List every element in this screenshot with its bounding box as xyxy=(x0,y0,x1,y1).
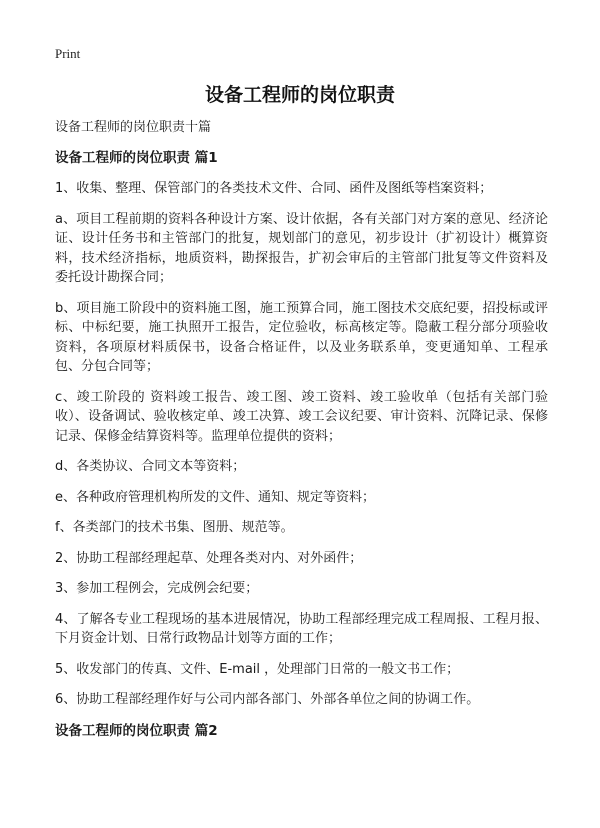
paragraph-b: b、项目施工阶段中的资料施工图，施工预算合同，施工图技术交底纪要，招投标或评标、中标纪要，施工执照开工报告，定位验收，标高核定等。隐蔽工程分部分项验收资料，各项原材料质保书，设备合格证件，以及业务联系单，变更通知单、工程承包、分包合同等； xyxy=(55,300,548,374)
document-subtitle: 设备工程师的岗位职责十篇 xyxy=(55,120,212,135)
paragraph-5: 5、收发部门的传真、文件、E-mail ，处理部门日常的一般文书工作； xyxy=(55,661,460,677)
paragraph-f: f、各类部门的技术书集、图册、规范等。 xyxy=(55,520,294,535)
paragraph-1: 1、收集、整理、保管部门的各类技术文件、合同、函件及图纸等档案资料； xyxy=(55,181,493,196)
section-heading-1: 设备工程师的岗位职责 篇1 xyxy=(55,150,218,166)
paragraph-3: 3、参加工程例会，完成例会纪要； xyxy=(55,581,259,596)
paragraph-c: c、竣工阶段的 资料竣工报告、竣工图、竣工资料、竣工验收单（包括有关部门验收）、设备调试、验收核定单、竣工决算、竣工会议纪要、审计资料、沉降记录、保修记录、保修金结算资料等。监理单位提供的资料； xyxy=(55,389,548,444)
paragraph-a: a、项目工程前期的资料各种设计方案、设计依据，各有关部门对方案的意见、经济论证、设计任务书和主管部门的批复，规划部门的意见，初步设计（扩初设计）概算资料，技术经济指标，地质资料，勘探报告，扩初会审后的主管部门批复等文件资料及委托设计勘探合同； xyxy=(55,211,548,285)
paragraph-e: e、各种政府管理机构所发的文件、通知、规定等资料； xyxy=(55,489,375,505)
paragraph-6: 6、协助工程部经理作好与公司内部各部门、外部各单位之间的协调工作。 xyxy=(55,692,480,707)
print-link[interactable]: Print xyxy=(55,46,81,61)
paragraph-d: d、各类协议、合同文本等资料； xyxy=(55,459,246,474)
document-body xyxy=(55,118,548,752)
document-title: 设备工程师的岗位职责 xyxy=(204,84,395,106)
paragraph-2: 2、协助工程部经理起草、处理各类对内、对外函件； xyxy=(55,550,363,566)
paragraph-4: 4、了解各专业工程现场的基本进展情况，协助工程部经理完成工程周报、工程月报、下月资金计划、日常行政物品计划等方面的工作； xyxy=(55,611,548,646)
section-heading-2: 设备工程师的岗位职责 篇2 xyxy=(55,722,218,739)
